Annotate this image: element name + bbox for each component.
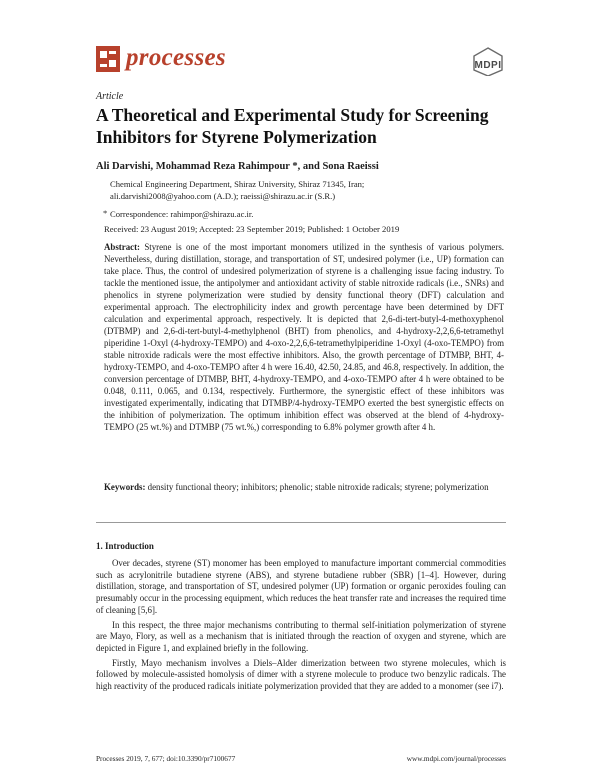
journal-logo-icon — [96, 46, 120, 72]
divider — [96, 522, 506, 523]
footer-citation: Processes 2019, 7, 677; doi:10.3390/pr7100677 — [96, 754, 236, 763]
paragraph: In this respect, the three major mechanisms contributing to thermal self-initiation polymerization of styrene are Mayo, Flory, as well as a mechanism that is initiated through the reaction of oxygen and styrene, which are depicted in Figure 1, and explained briefly in the following. — [96, 619, 506, 653]
article-type: Article — [96, 91, 124, 102]
section-heading: 1. Introduction — [96, 541, 154, 551]
author-list: Ali Darvishi, Mohammad Reza Rahimpour *, and Sona Raeissi — [96, 161, 379, 172]
author-emails: ali.darvishi2008@yahoo.com (A.D.); raeissi@shirazu.ac.ir (S.R.) — [110, 191, 336, 201]
abstract-label: Abstract: — [104, 242, 140, 252]
footer-url[interactable]: www.mdpi.com/journal/processes — [406, 754, 506, 763]
introduction-body — [96, 558, 506, 696]
journal-name: processes — [126, 44, 226, 71]
publication-dates: Received: 23 August 2019; Accepted: 23 September 2019; Published: 1 October 2019 — [104, 224, 400, 234]
publisher-name: MDPI — [474, 60, 502, 71]
paragraph: Over decades, styrene (ST) monomer has been employed to manufacture important commercial commodities such as acrylonitrile butadiene styrene (ABS), and styrene butadiene rubber (SBR) [1–4]. However, during distillation, storage, and transportation of ST, undesired polymer (UP) formation or organic peroxides fouling can presumably occur in the processing equipment, which reduces the heat transfer rate and increases the required time of cleaning [5,6]. — [96, 558, 506, 615]
affiliation — [110, 178, 510, 202]
correspondence: Correspondence: rahimpor@shirazu.ac.ir. — [110, 209, 254, 219]
keywords — [104, 481, 504, 493]
abstract-text: Styrene is one of the most important monomers utilized in the synthesis of various polymers. Nevertheless, during distillation, storage, and transportation of ST, undesired polymer (i.e., UP) formation can take place. Thus, the control of undesired polymerization of styrene is a challenging issue facing industry. To tackle the mentioned issue, the antipolymer and antioxidant activity of stable nitroxide radicals (i.e., SNRs) and phenolics in styrene polymerization were studied by density functional theory (DFT) calculation and experimental approach. The electrophilicity index and growth percentage have been determined by DFT calculation and experimental approach, respectively. It is depicted that 2,6-di-tert-butyl-4-methoxyphenol (DTBMP) and 2,6-di-tert-butyl-4-methylphenol (BHT) from phenolics, and 4-hydroxy-2,2,6,6-tetramethyl piperidine 1-Oxyl (4-hydroxy-TEMPO) and 4-oxo-2,2,6,6-tetramethylpiperidine 1-Oxyl (4-oxo-TEMPO) from stable nitroxide radicals were the most effective inhibitors. Also, the growth percentage of DTMBP, BHT, 4-hydroxy-TEMPO, and 4-oxo-TEMPO after 4 h were 16.40, 42.50, 24.85, and 46.8, respectively. In addition, the conversion percentage of DTMBP, BHT, 4-hydroxy-TEMPO, and 4-oxo-TEMPO after 4 h were obtained to be 0.048, 0.111, 0.065, and 0.134, respectively. Furthermore, the synergistic effect of these inhibitors was investigated experimentally, indicating that DTMBP/4-hydroxy-TEMPO exerted the best synergistic effects on the inhibition of polymerization. The optimum inhibition effect was observed at the blend of 4-hydroxy-TEMPO (25 wt.%) and DTMBP (75 wt.%,) corresponding to 6.8% polymer growth after 4 h. — [104, 242, 504, 432]
keywords-label: Keywords: — [104, 482, 146, 492]
correspondence-symbol: * — [103, 208, 108, 218]
keywords-text: density functional theory; inhibitors; phenolic; stable nitroxide radicals; styrene; polymerization — [147, 482, 489, 492]
affiliation-line: Chemical Engineering Department, Shiraz University, Shiraz 71345, Iran; — [110, 179, 365, 189]
paragraph: Firstly, Mayo mechanism involves a Diels–Alder dimerization between two styrene molecules, which is followed by molecule-assisted homolysis of dimer with a styrene molecule to produce two benzylic radicals. The high reactivity of the produced radicals initiate polymerization provided that they are added to a monomer (see i7). — [96, 657, 506, 692]
abstract — [104, 241, 504, 433]
article-title: A Theoretical and Experimental Study for Screening Inhibitors for Styrene Polymerization — [96, 105, 489, 147]
